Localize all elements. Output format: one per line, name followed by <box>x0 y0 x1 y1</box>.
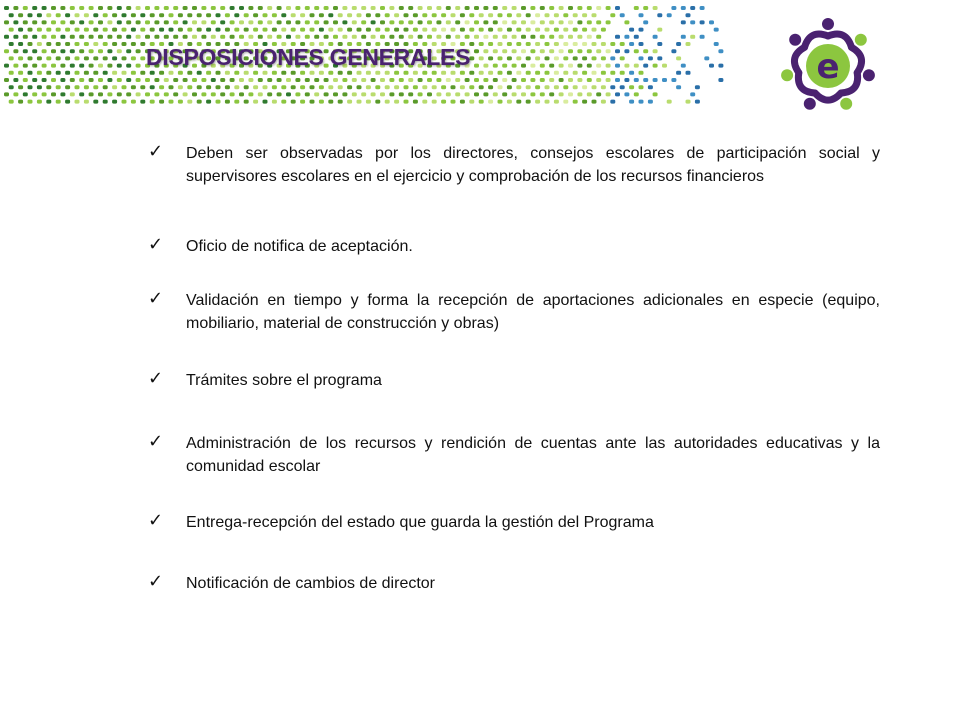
slide-title: DISPOSICIONES GENERALES <box>146 44 471 70</box>
bullet-text: Oficio de notifica de aceptación. <box>186 238 413 255</box>
bullet-text: Administración de los recursos y rendición de cuentas ante las autoridades educativas y la comunidad escolar <box>186 435 880 475</box>
checkmark-icon: ✓ <box>148 141 164 162</box>
logo-letter: e <box>816 47 840 87</box>
e-circle-people-logo-icon <box>781 18 875 110</box>
bullet-text: Validación en tiempo y forma la recepción de aportaciones adicionales en especie (equipo, mobiliario, material de construcción y obras) <box>186 292 880 332</box>
bullet-text: Notificación de cambios de director <box>186 575 436 592</box>
checkmark-icon: ✓ <box>148 510 164 531</box>
bullet-text: Deben ser observadas por los directores, consejos escolares de participación social y supervisores escolares en el ejercicio y comprobación de los recursos financieros <box>186 145 880 185</box>
checkmark-icon: ✓ <box>148 368 164 389</box>
logo <box>772 6 884 122</box>
checkmark-icon: ✓ <box>148 431 164 452</box>
checkmark-icon: ✓ <box>148 288 164 309</box>
checkmark-icon: ✓ <box>148 571 164 592</box>
bullet-text: Trámites sobre el programa <box>186 372 382 389</box>
checkmark-icon: ✓ <box>148 234 164 255</box>
bullet-text: Entrega-recepción del estado que guarda la gestión del Programa <box>186 514 654 531</box>
